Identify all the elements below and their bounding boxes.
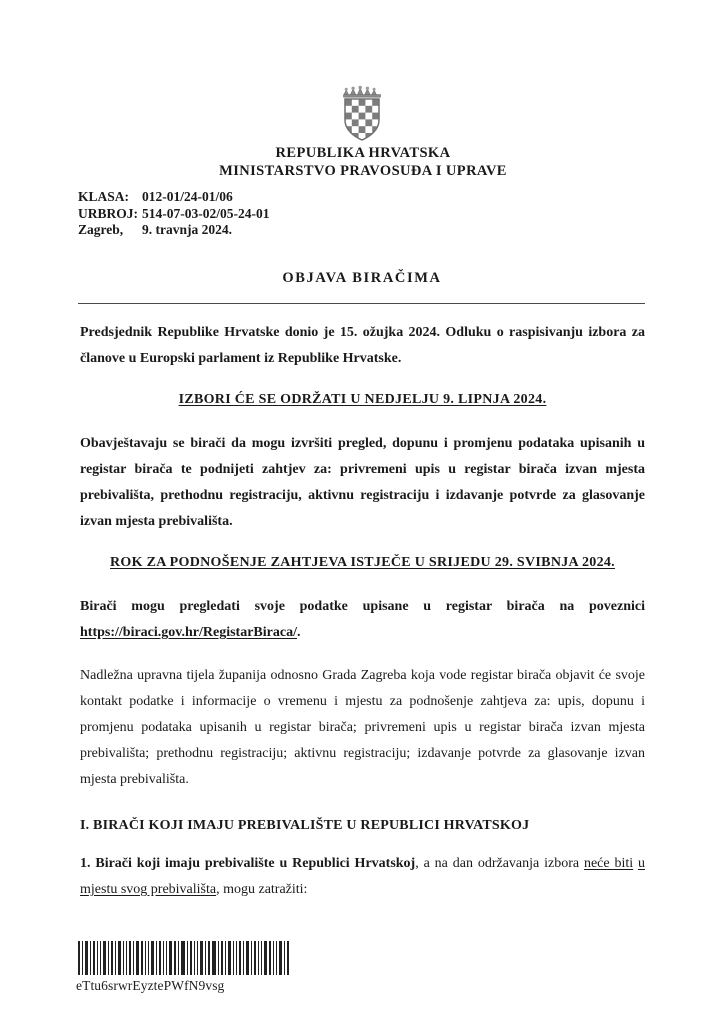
link-lead-text: Birači mogu pregledati svoje podatke upisane u registar birača na poveznici (80, 599, 645, 614)
election-date-heading-text: IZBORI ĆE SE ODRŽATI U NEDJELJU 9. LIPNJA 2024. (178, 392, 547, 407)
barcode-value: eTtu6srwrEyztePWfN9vsg (76, 978, 225, 993)
paragraph-intro: Predsjednik Republike Hrvatske donio je 15. ožujka 2024. Odluku o raspisivanju izbora za članove u Europski parlament iz Republike Hrvatske. (80, 325, 645, 366)
urbroj-row (78, 206, 646, 223)
link-tail-text: . (296, 625, 301, 640)
emblem-container (0, 84, 724, 142)
deadline-heading-text: ROK ZA PODNOŠENJE ZAHTJEVA ISTJEČE U SRIJEDU 29. SVIBNJA 2024. (110, 555, 615, 570)
item-one-underline-b: u mjestu svog prebivališta (80, 856, 646, 897)
place-date-row (78, 222, 646, 239)
urbroj-value: 514-07-03-02/05-24-01 (142, 205, 270, 221)
barcode-icon (76, 941, 292, 975)
klasa-label: KLASA: (78, 189, 130, 204)
item-one-bold-text: 1. Birači koji imaju prebivalište u Republici Hrvatskoj (80, 856, 416, 871)
paragraph-authorities: Nadležna upravna tijela županija odnosno Grada Zagreba koja vode registar birača objavit će svoje kontakt podatke i informacije o vremenu i mjestu za podnošenje zahtjeva za: upis, dopunu i promjenu podataka upisanih u registar birača; privremeni upis u registar birača izvan mjesta prebivališta; prethodnu registraciju; aktivnu registraciju; izdavanje potvrde za glasovanje izvan mjesta prebivališta. (80, 668, 645, 787)
klasa-value: 012-01/24-01/06 (142, 189, 233, 204)
paragraph-link (80, 594, 645, 646)
urbroj-label: URBROJ: (78, 205, 138, 221)
date-value: 9. travnja 2024. (142, 222, 232, 237)
section-one-heading: I. BIRAČI KOJI IMAJU PREBIVALIŠTE U REPUBLICI HRVATSKOJ (80, 818, 530, 833)
title-divider (78, 303, 645, 304)
paragraph-item-one (80, 851, 645, 903)
croatian-coat-of-arms-icon (339, 84, 385, 142)
place-label: Zagreb, (78, 222, 124, 237)
barcode-block (76, 941, 316, 994)
document-body (80, 320, 645, 903)
reference-block (78, 189, 646, 239)
klasa-row (78, 189, 646, 206)
item-one-tail-text: , mogu zatražiti: (216, 882, 308, 897)
deadline-heading (80, 552, 645, 574)
item-one-mid-text: , a na dan održavanja izbora (415, 856, 584, 871)
paragraph-notice: Obavještavaju se birači da mogu izvršiti pregled, dopunu i promjenu podataka upisanih u registar birača te podnijeti zahtjev za: privremeni upis u registar birača izvan mjesta prebivališta, prethodnu registraciju, aktivnu registraciju i izdavanje potvrde za glasovanje izvan mjesta prebivališta. (80, 436, 645, 529)
page-title: OBJAVA BIRAČIMA (282, 270, 442, 286)
election-date-heading (80, 389, 645, 411)
organization-line-2: MINISTARSTVO PRAVOSUĐA I UPRAVE (219, 163, 507, 179)
registar-biraca-link[interactable]: https://biraci.gov.hr/RegistarBiraca/ (80, 625, 297, 640)
item-one-underline-a: neće biti (583, 856, 634, 871)
letterhead (78, 144, 646, 239)
organization-line-1: REPUBLIKA HRVATSKA (275, 145, 451, 161)
